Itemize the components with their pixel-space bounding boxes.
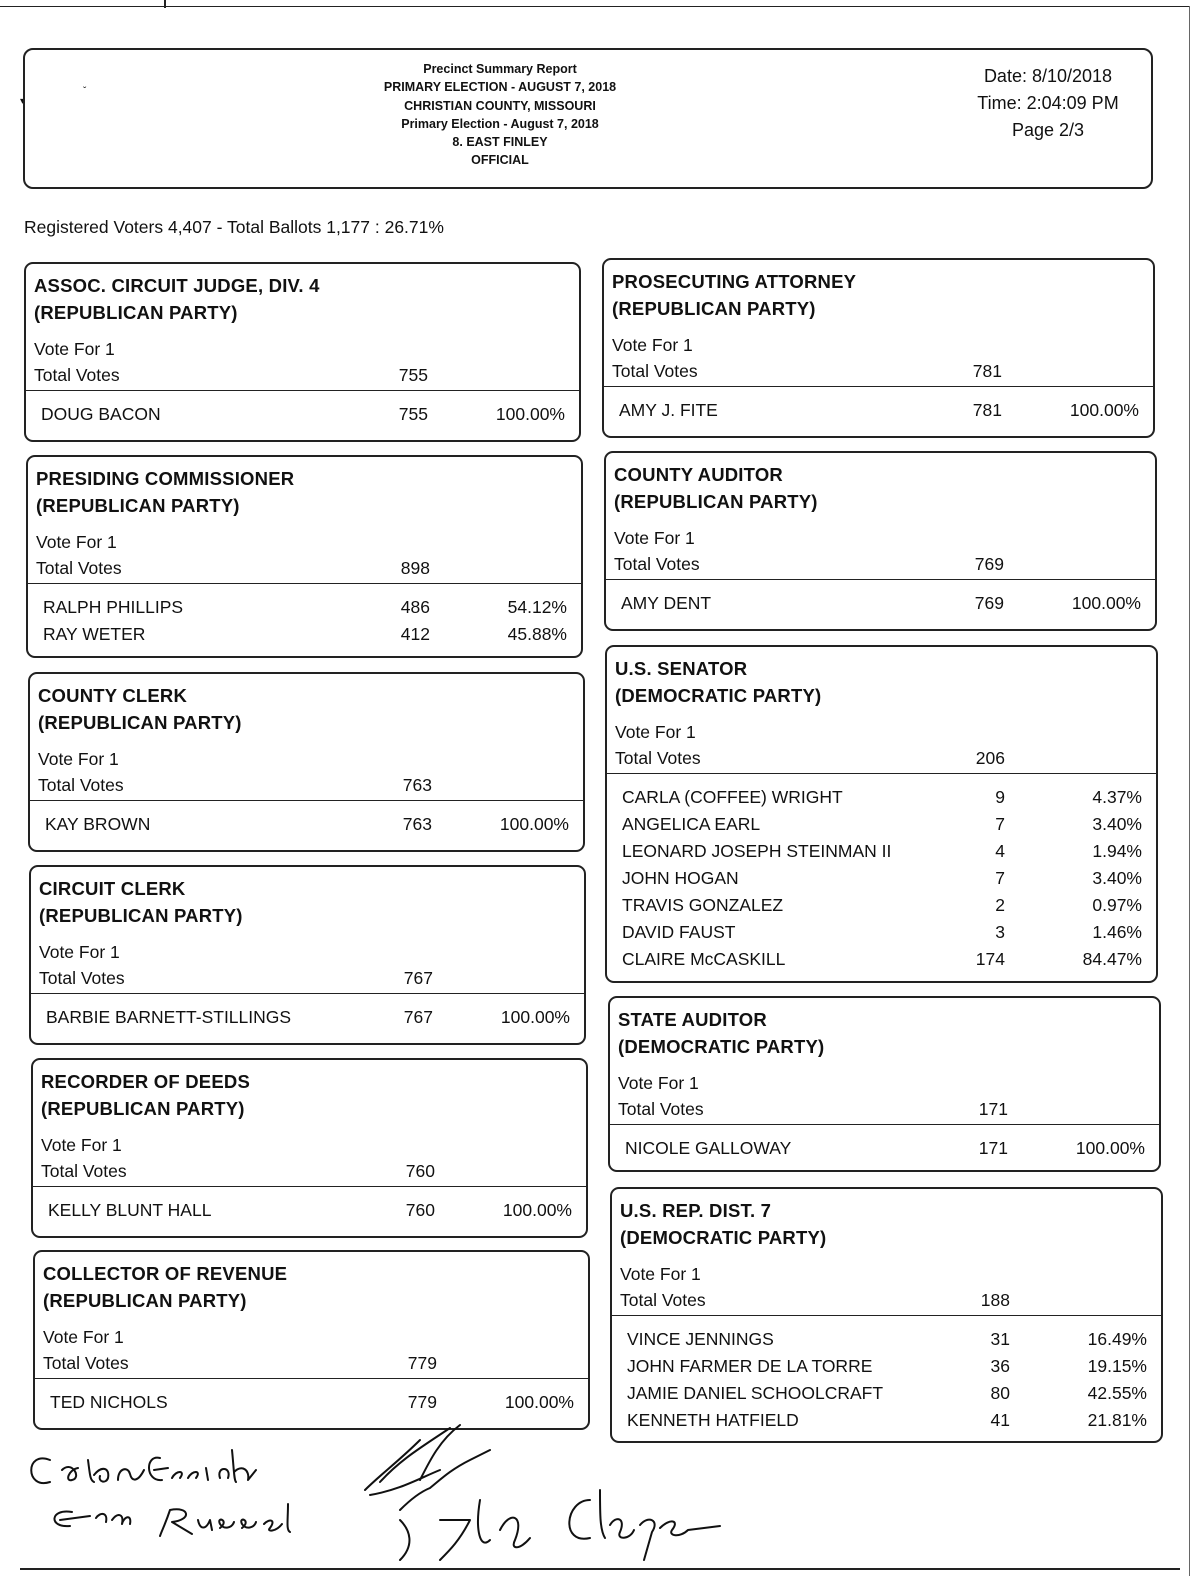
candidate-percent: 16.49% [1087,1329,1147,1349]
candidate-votes: 7 [995,868,1005,888]
race-office: PRESIDING COMMISSIONER [36,468,295,489]
official-label: OFFICIAL [471,153,529,168]
race-title [41,1068,250,1122]
total-votes-label: Total Votes [620,1290,706,1310]
candidate-percent: 0.97% [1092,895,1142,915]
vote-for-label: Vote For 1 [618,1073,699,1093]
top-rule [0,6,1190,7]
candidate-percent: 84.47% [1082,949,1142,969]
race-party: (REPUBLICAN PARTY) [41,1098,245,1119]
candidate-row [607,814,1156,841]
race-divider [35,1378,588,1379]
candidate-percent: 19.15% [1087,1356,1147,1376]
candidate-percent: 42.55% [1087,1383,1147,1403]
candidate-row [612,1356,1161,1383]
vote-for-label: Vote For 1 [36,532,117,552]
report-header [23,48,1153,189]
election-name: PRIMARY ELECTION - AUGUST 7, 2018 [383,80,617,95]
speck-mark: ˇ [83,86,87,97]
race-party: (REPUBLICAN PARTY) [38,712,242,733]
race-divider [28,583,581,584]
race-office: CIRCUIT CLERK [39,878,186,899]
total-votes-label: Total Votes [612,361,698,381]
total-votes-value: 755 [398,365,428,385]
candidate-name: TED NICHOLS [50,1392,168,1412]
total-votes-label: Total Votes [34,365,120,385]
race-title [38,682,242,736]
race-divider [604,386,1153,387]
race-divider [610,1124,1159,1125]
report-meta [953,63,1143,144]
race-box-county-clerk [28,672,585,852]
candidate-row [607,868,1156,895]
vote-for-label: Vote For 1 [615,722,696,742]
candidate-percent: 3.40% [1092,868,1142,888]
total-votes-label: Total Votes [36,558,122,578]
candidate-percent: 54.12% [507,597,567,617]
race-title [612,268,856,322]
candidate-percent: 100.00% [1071,593,1141,613]
vote-for-label: Vote For 1 [34,339,115,359]
candidate-votes: 767 [403,1007,433,1027]
report-date: Date: 8/10/2018 [983,66,1113,86]
race-box-prosecuting-attorney [602,258,1155,438]
vote-for-label: Vote For 1 [620,1264,701,1284]
candidate-percent: 100.00% [504,1392,574,1412]
candidate-votes: 7 [995,814,1005,834]
candidate-row [610,1138,1159,1165]
margin-mark: ▾ [20,96,26,107]
total-votes-value: 171 [978,1099,1008,1119]
total-votes-label: Total Votes [43,1353,129,1373]
race-title [620,1197,826,1251]
race-title [43,1260,287,1314]
race-title [39,875,243,929]
candidate-row [606,593,1155,620]
report-title: Precinct Summary Report [423,62,577,76]
candidate-votes: 412 [400,624,430,644]
race-party: (DEMOCRATIC PARTY) [618,1036,825,1057]
candidate-name: JOHN FARMER DE LA TORRE [627,1356,873,1376]
race-party: (REPUBLICAN PARTY) [36,495,240,516]
candidate-row [33,1200,586,1227]
candidate-percent: 100.00% [1075,1138,1145,1158]
race-box-collector-of-revenue [33,1250,590,1430]
candidate-name: CLAIRE McCASKILL [622,949,786,969]
candidate-votes: 486 [400,597,430,617]
candidate-votes: 80 [990,1383,1010,1403]
candidate-row [607,895,1156,922]
candidate-votes: 769 [974,593,1004,613]
county-name: CHRISTIAN COUNTY, MISSOURI [404,98,596,113]
candidate-row [31,1007,584,1034]
candidate-name: DOUG BACON [41,404,161,424]
candidate-votes: 174 [975,949,1005,969]
race-title [618,1006,824,1060]
candidate-votes: 41 [990,1410,1010,1430]
top-tick-mark [164,0,166,8]
race-title [614,461,818,515]
candidate-percent: 3.40% [1092,814,1142,834]
candidate-percent: 4.37% [1092,787,1142,807]
race-party: (REPUBLICAN PARTY) [612,298,816,319]
page-number: Page 2/3 [1011,120,1085,140]
candidate-name: CARLA (COFFEE) WRIGHT [622,787,843,807]
race-office: RECORDER OF DEEDS [41,1071,250,1092]
candidate-name: KENNETH HATFIELD [627,1410,799,1430]
vote-for-label: Vote For 1 [43,1327,124,1347]
candidate-name: RALPH PHILLIPS [43,597,184,617]
candidate-name: BARBIE BARNETT-STILLINGS [46,1007,292,1027]
candidate-name: KELLY BLUNT HALL [48,1200,212,1220]
candidate-row [607,841,1156,868]
total-votes-label: Total Votes [614,554,700,574]
race-box-circuit-clerk [29,865,586,1045]
race-box-presiding-commissioner [26,455,583,658]
candidate-name: ANGELICA EARL [622,814,761,834]
candidate-name: TRAVIS GONZALEZ [622,895,784,915]
candidate-votes: 755 [398,404,428,424]
candidate-name: AMY DENT [621,593,712,613]
race-office: PROSECUTING ATTORNEY [612,271,857,292]
total-votes-value: 763 [402,775,432,795]
candidate-percent: 21.81% [1087,1410,1147,1430]
candidate-name: VINCE JENNINGS [627,1329,774,1349]
race-box-recorder-of-deeds [31,1058,588,1238]
race-office: STATE AUDITOR [618,1009,767,1030]
report-time: Time: 2:04:09 PM [977,93,1119,113]
race-divider [26,390,579,391]
total-votes-value: 781 [972,361,1002,381]
race-divider [612,1315,1161,1316]
candidate-name: LEONARD JOSEPH STEINMAN II [622,841,892,861]
candidate-row [604,400,1153,427]
signatures [20,1420,740,1570]
total-votes-value: 206 [975,748,1005,768]
candidate-percent: 100.00% [1069,400,1139,420]
total-votes-label: Total Votes [618,1099,704,1119]
candidate-name: RAY WETER [43,624,146,644]
race-office: COUNTY AUDITOR [614,464,783,485]
candidate-row [35,1392,588,1419]
race-office: ASSOC. CIRCUIT JUDGE, DIV. 4 [34,275,320,296]
candidate-votes: 3 [995,922,1005,942]
candidate-votes: 9 [995,787,1005,807]
vote-for-label: Vote For 1 [39,942,120,962]
candidate-votes: 763 [402,814,432,834]
turnout-summary: Registered Voters 4,407 - Total Ballots 1,177 : 26.71% [24,217,444,237]
race-title [615,655,821,709]
race-party: (DEMOCRATIC PARTY) [615,685,822,706]
candidate-name: NICOLE GALLOWAY [625,1138,792,1158]
total-votes-label: Total Votes [615,748,701,768]
race-box-u-s-senator [605,645,1158,983]
race-divider [31,993,584,994]
candidate-name: KAY BROWN [45,814,151,834]
race-divider [607,773,1156,774]
candidate-votes: 2 [995,895,1005,915]
candidate-votes: 171 [978,1138,1008,1158]
candidate-row [30,814,583,841]
candidate-row [607,949,1156,976]
candidate-votes: 781 [972,400,1002,420]
race-divider [33,1186,586,1187]
total-votes-value: 760 [405,1161,435,1181]
candidate-name: DAVID FAUST [622,922,736,942]
total-votes-value: 769 [974,554,1004,574]
race-office: COLLECTOR OF REVENUE [43,1263,288,1284]
candidate-percent: 100.00% [500,1007,570,1027]
precinct-name: 8. EAST FINLEY [452,135,548,150]
right-edge-rule [1189,6,1190,1576]
candidate-name: JOHN HOGAN [622,868,739,888]
race-box-assoc-circuit-judge-div-4 [24,262,581,442]
candidate-percent: 1.46% [1092,922,1142,942]
candidate-name: JAMIE DANIEL SCHOOLCRAFT [627,1383,884,1403]
race-office: COUNTY CLERK [38,685,188,706]
total-votes-label: Total Votes [41,1161,127,1181]
race-party: (REPUBLICAN PARTY) [43,1290,247,1311]
candidate-row [26,404,579,431]
vote-for-label: Vote For 1 [612,335,693,355]
race-office: U.S. REP. DIST. 7 [620,1200,772,1221]
race-party: (REPUBLICAN PARTY) [34,302,238,323]
candidate-percent: 100.00% [495,404,565,424]
race-office: U.S. SENATOR [615,658,748,679]
candidate-row [28,624,581,651]
vote-for-label: Vote For 1 [38,749,119,769]
race-divider [30,800,583,801]
race-title [34,272,320,326]
total-votes-label: Total Votes [39,968,125,988]
candidate-name: AMY J. FITE [619,400,718,420]
candidate-row [612,1329,1161,1356]
race-title [36,465,294,519]
race-box-county-auditor [604,451,1157,631]
report-title-block [325,60,675,170]
candidate-percent: 100.00% [502,1200,572,1220]
candidate-votes: 36 [990,1356,1010,1376]
candidate-percent: 45.88% [507,624,567,644]
race-box-u-s-rep-dist-7 [610,1187,1163,1443]
candidate-votes: 760 [405,1200,435,1220]
race-party: (REPUBLICAN PARTY) [614,491,818,512]
candidate-votes: 4 [995,841,1005,861]
race-divider [606,579,1155,580]
race-box-state-auditor [608,996,1161,1172]
candidate-votes: 31 [990,1329,1010,1349]
total-votes-value: 898 [400,558,430,578]
total-votes-label: Total Votes [38,775,124,795]
candidate-row [612,1383,1161,1410]
candidate-percent: 1.94% [1092,841,1142,861]
vote-for-label: Vote For 1 [614,528,695,548]
candidate-votes: 779 [407,1392,437,1412]
total-votes-value: 779 [407,1353,437,1373]
vote-for-label: Vote For 1 [41,1135,122,1155]
total-votes-value: 767 [403,968,433,988]
election-subtitle: Primary Election - August 7, 2018 [401,116,599,131]
race-party: (DEMOCRATIC PARTY) [620,1227,827,1248]
race-party: (REPUBLICAN PARTY) [39,905,243,926]
candidate-row [607,922,1156,949]
candidate-row [28,597,581,624]
candidate-percent: 100.00% [499,814,569,834]
total-votes-value: 188 [980,1290,1010,1310]
candidate-row [607,787,1156,814]
